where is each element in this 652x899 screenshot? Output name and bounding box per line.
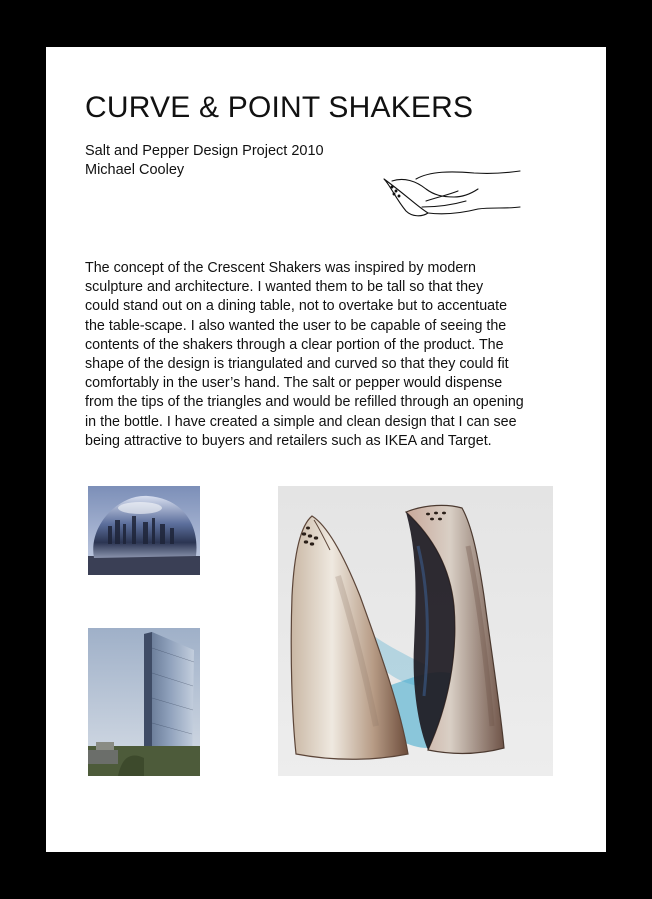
project-name: Salt and Pepper Design Project 2010 [85,143,324,159]
sculpture-photo [88,486,200,575]
description-line: the table-scape. I also wanted the user to be capable of seeing the [85,317,507,334]
description-line: comfortably in the user’s hand. The salt or pepper would dispense [85,375,503,392]
description-line: The concept of the Crescent Shakers was inspired by modern [85,260,476,276]
description-line: in the bottle. I have created a simple and clean design that I can see [85,413,517,430]
document-page [46,47,606,852]
author-name: Michael Cooley [85,162,185,178]
description-line: could stand out on a dining table, not to overtake but to accentuate [85,298,508,315]
description-line: sculpture and architecture. I wanted them to be tall so that they [85,279,484,296]
tower-photo [88,628,200,776]
subtitle-block [85,142,324,180]
page-title: CURVE & POINT SHAKERS [85,91,474,124]
description-line: shape of the design is triangulated and curved so that they could fit [85,356,509,373]
hand-sketch-image [382,167,522,229]
description-line: contents of the shakers through a clear portion of the product. The [85,336,504,353]
description-line: from the tips of the triangles and would be refilled through an opening [85,394,524,411]
description-paragraph [85,259,565,451]
description-line: being attractive to buyers and retailers such as IKEA and Target. [85,432,492,449]
shakers-drawing [278,486,553,776]
